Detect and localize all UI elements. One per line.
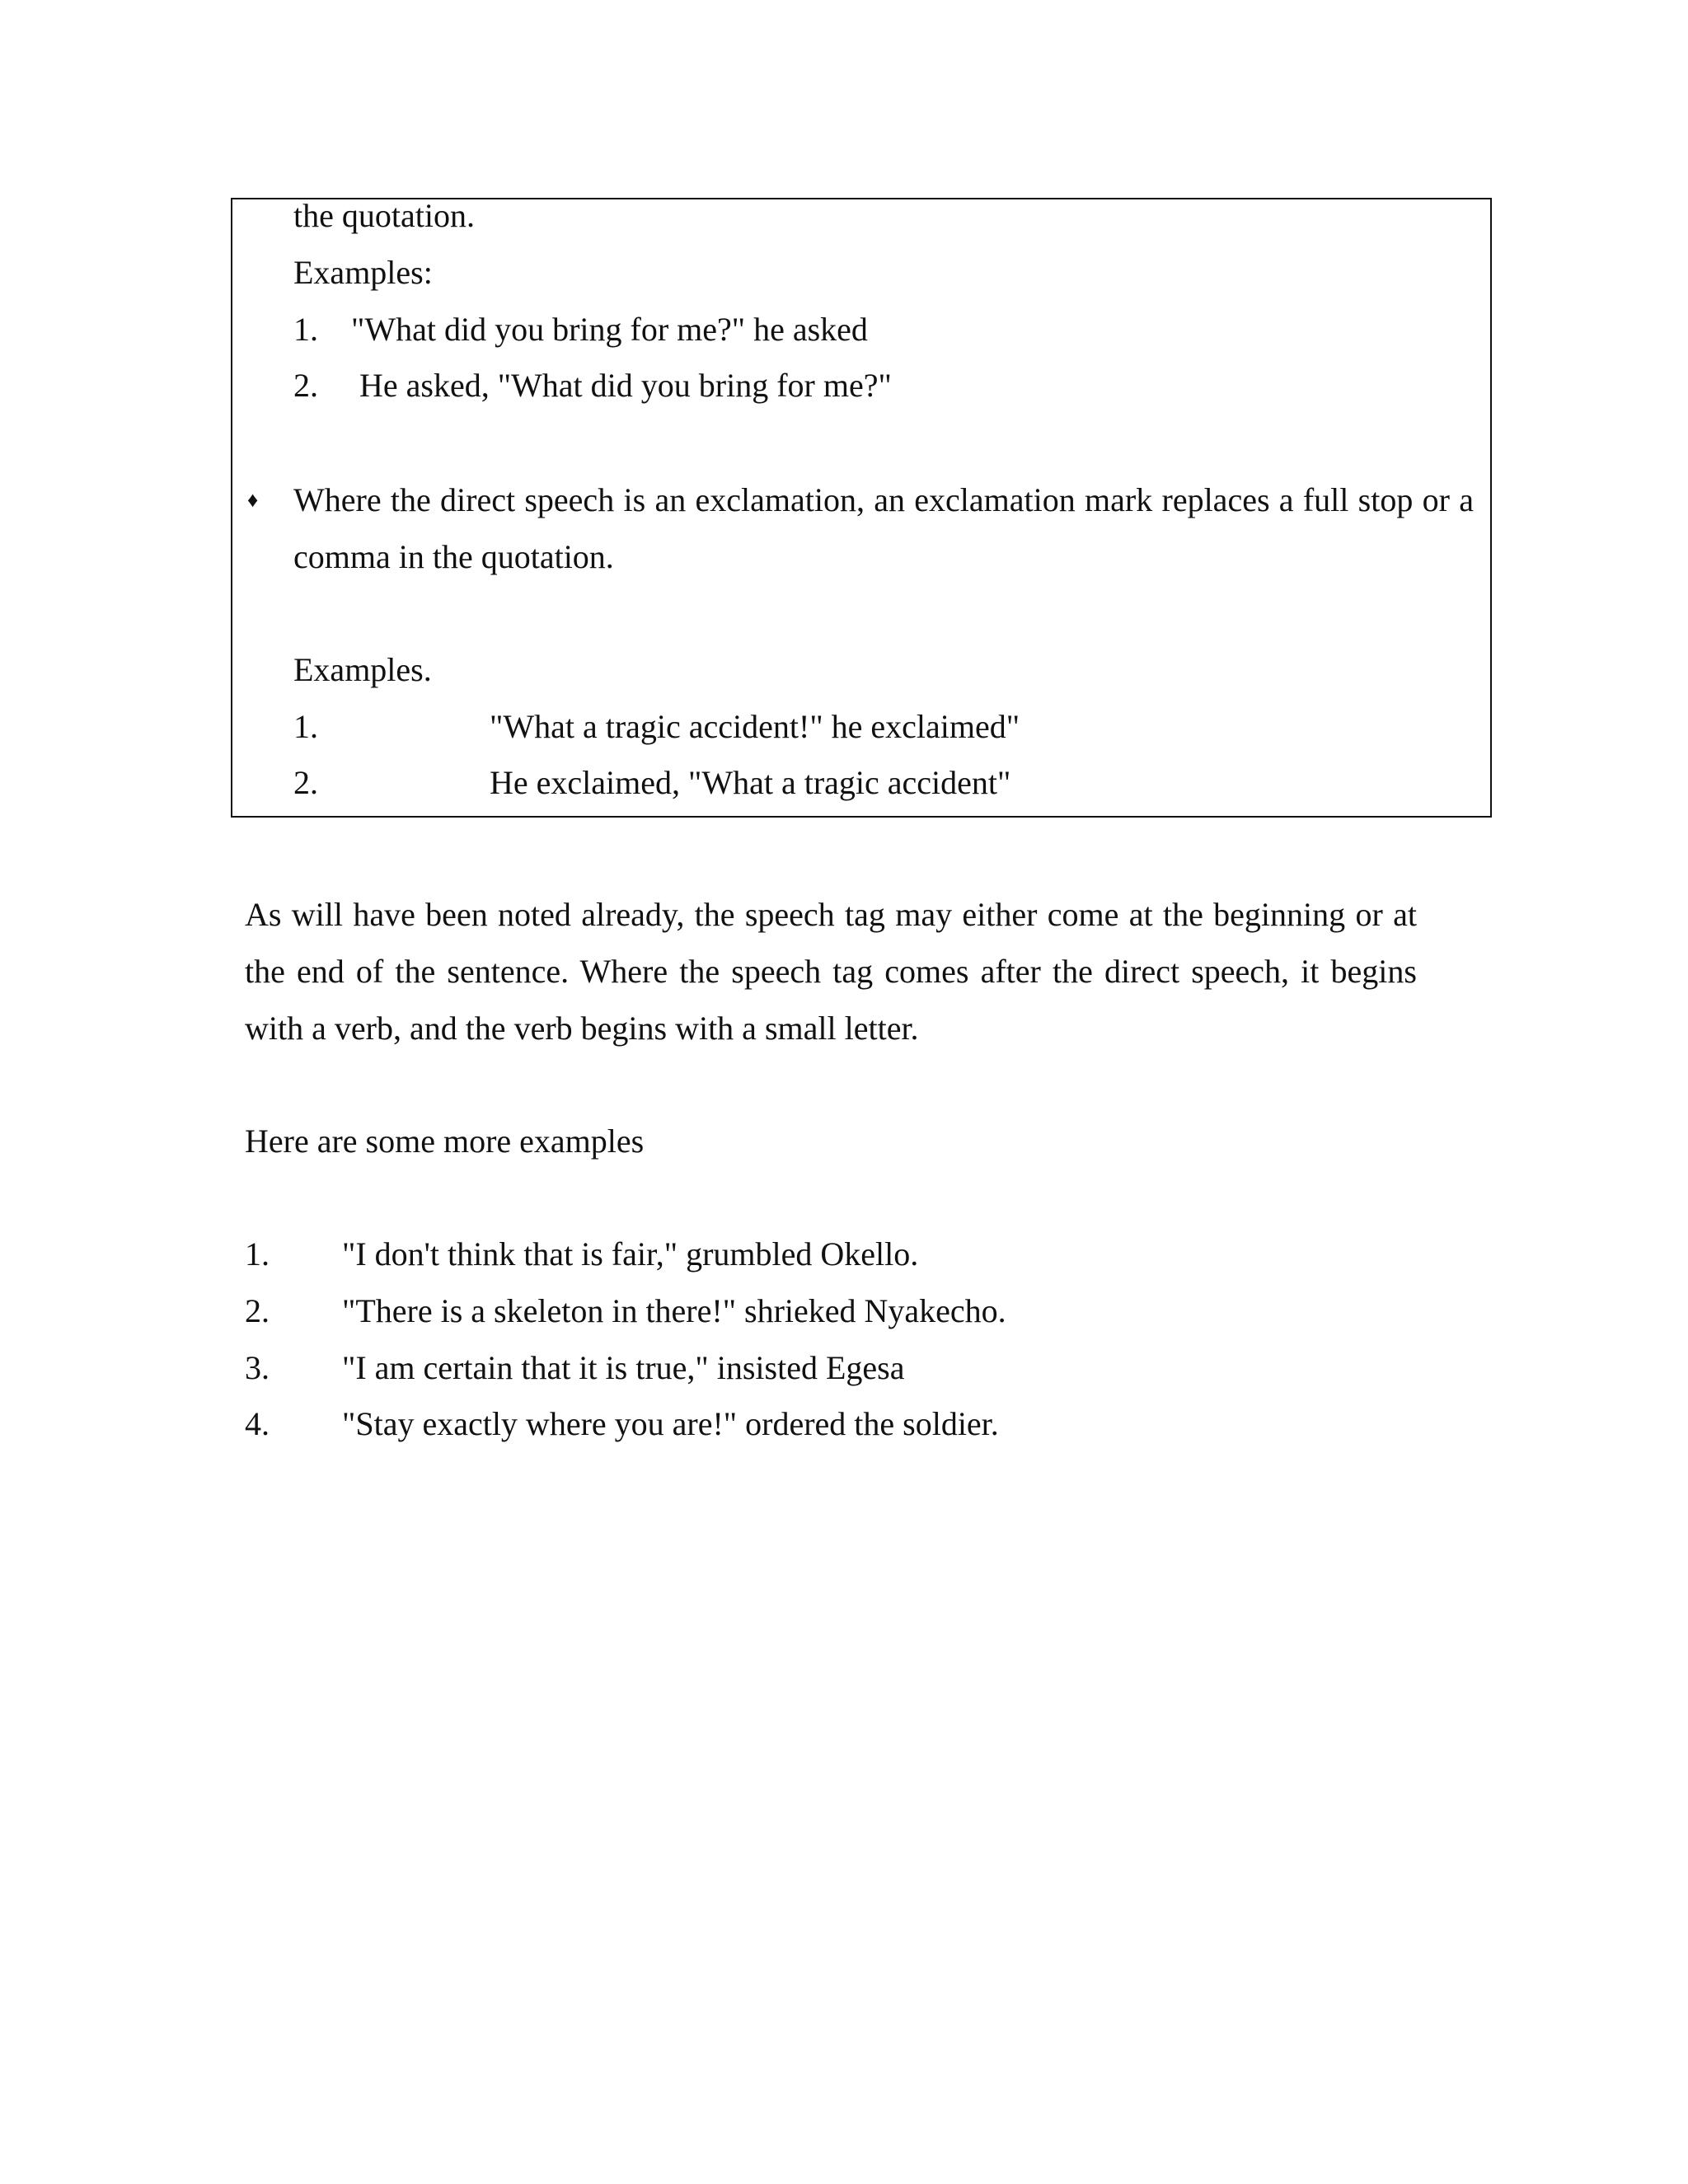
examples-label: Examples: — [293, 254, 433, 291]
exclamation-rule-line: comma in the quotation. — [293, 538, 614, 575]
example-number: 1. — [293, 708, 318, 745]
paragraph-line: the end of the sentence. Where the speech tag comes after the direct speech, it begins — [245, 953, 1417, 990]
example-text: "What a tragic accident!" he exclaimed" — [490, 708, 1020, 745]
example-text: "What did you bring for me?" he asked — [351, 311, 868, 348]
paragraph-line: with a verb, and the verb begins with a small letter. — [245, 1010, 919, 1047]
example-number: 2. — [293, 367, 318, 404]
paragraph-line: As will have been noted already, the speech tag may either come at the beginning or at — [245, 896, 1417, 933]
example-text: He asked, "What did you bring for me?" — [359, 367, 892, 404]
box-continuation-text: the quotation. — [293, 197, 475, 234]
exclamation-rule-line: Where the direct speech is an exclamation, an exclamation mark replaces a full stop or a — [293, 481, 1474, 518]
list-item-number: 3. — [245, 1349, 270, 1386]
example-number: 1. — [293, 311, 318, 348]
list-item-number: 1. — [245, 1235, 270, 1272]
list-item: "I am certain that it is true," insisted Egesa — [342, 1349, 905, 1386]
list-item: "I don't think that is fair," grumbled Okello. — [342, 1235, 919, 1272]
example-text: He exclaimed, "What a tragic accident" — [490, 764, 1011, 801]
list-item: "Stay exactly where you are!" ordered the soldier. — [342, 1405, 999, 1442]
more-examples-heading: Here are some more examples — [245, 1122, 645, 1160]
list-item-number: 2. — [245, 1292, 270, 1329]
list-item: "There is a skeleton in there!" shrieked Nyakecho. — [342, 1292, 1006, 1329]
list-item-number: 4. — [245, 1405, 270, 1442]
diamond-bullet-icon: ♦ — [247, 488, 259, 512]
example-number: 2. — [293, 764, 318, 801]
examples-label: Examples. — [293, 651, 432, 688]
